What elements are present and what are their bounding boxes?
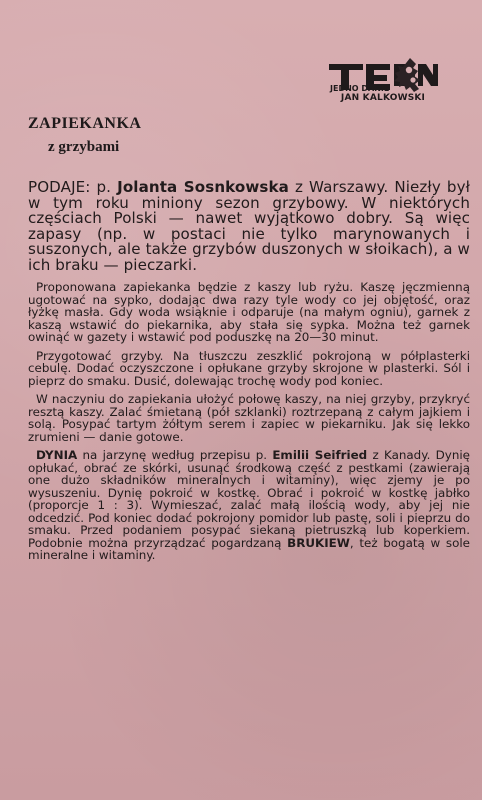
article-title-block — [28, 116, 248, 155]
lead-prefix: PODAJE: p. — [28, 178, 118, 196]
article-title: ZAPIEKANKA — [28, 115, 142, 132]
dynia-label: DYNIA — [36, 448, 78, 463]
logo-author: JAN KALKOWSKI — [340, 93, 426, 103]
lead-suffix: z Warszawy. Niezły był w tym roku miniony sezon grzybowy. W niektórych częściach Polski — nawet wyjątkowo dobry. Są więc zapasy (np. w postaci nie tylko marynowanych i suszonych, ale także grzybów duszonych w słoikach), a w ich braku — pieczarki. — [28, 178, 470, 274]
author-name: Emilii Seifried — [272, 448, 368, 463]
jedno-danie-logo — [326, 56, 438, 106]
paragraph-4-middle: na jarzynę według przepisu p. — [77, 448, 273, 463]
paragraph-4-rest: z Kanady. Dynię opłukać, obrać ze skórki, usunąć środkową część z pestkami (zawierają one dużo składników mineralnych i witaminy), więc zjemy je po wysuszeniu. Dynię pokroić w kostkę. Obrać i pokroić w kostkę jabłko (proporcje 1 : 3). Wymieszać, zalać małą ilością wody, aby jej nie odcedzić. Pod koniec dodać pokrojony pomidor lub pastę, soli i pieprzu do smaku. Przed podaniem posypać siekaną pietruszką lub koperkiem. Podobnie można przyrządzać pogardzaną — [28, 448, 470, 550]
jedno-danie-logo-text: JEDNO DANIE — [330, 84, 390, 93]
article-body — [28, 180, 470, 562]
jedno-danie-logo-mark — [326, 56, 438, 94]
paragraph-4 — [28, 449, 470, 562]
paragraph-1: Proponowana zapiekanka będzie z kaszy lub ryżu. Kaszę jęczmienną ugotować na sypko, dodając dwa razy tyle wody co jej objętość, oraz łyżkę masła. Gdy woda wsiąknie i odparuje (na małym ogniu), garnek z kaszą wstawić do piekarnika, aby stała się sypka. Można też garnek owinąć w gazety i wstawić pod poduszkę na 20—30 minut. — [28, 280, 470, 345]
brukiew-word: BRUKIEW — [287, 535, 350, 550]
article-subtitle: z grzybami — [48, 139, 120, 155]
lead-paragraph — [28, 180, 470, 273]
lead-name: Jolanta Sosnkowska — [117, 178, 289, 196]
paragraph-3: W naczyniu do zapiekania ułożyć połowę kaszy, na niej grzyby, przykryć resztą kaszy. Zalać śmietaną (pół szklanki) roztrzepaną z całym jajkiem i solą. Posypać tartym żółtym serem i zapiec w piekarniku. Jak się lekko zrumieni — danie gotowe. — [28, 392, 470, 444]
paragraph-4-end: , też bogatą w sole mineralne i witaminy. — [28, 535, 470, 563]
paragraph-2: Przygotować grzyby. Na tłuszczu zeszklić pokrojoną w półplasterki cebulę. Dodać oczyszczone i opłukane grzyby skrojone w plasterki. Sól i pieprz do smaku. Dusić, dolewając trochę wody pod koniec. — [28, 348, 470, 388]
